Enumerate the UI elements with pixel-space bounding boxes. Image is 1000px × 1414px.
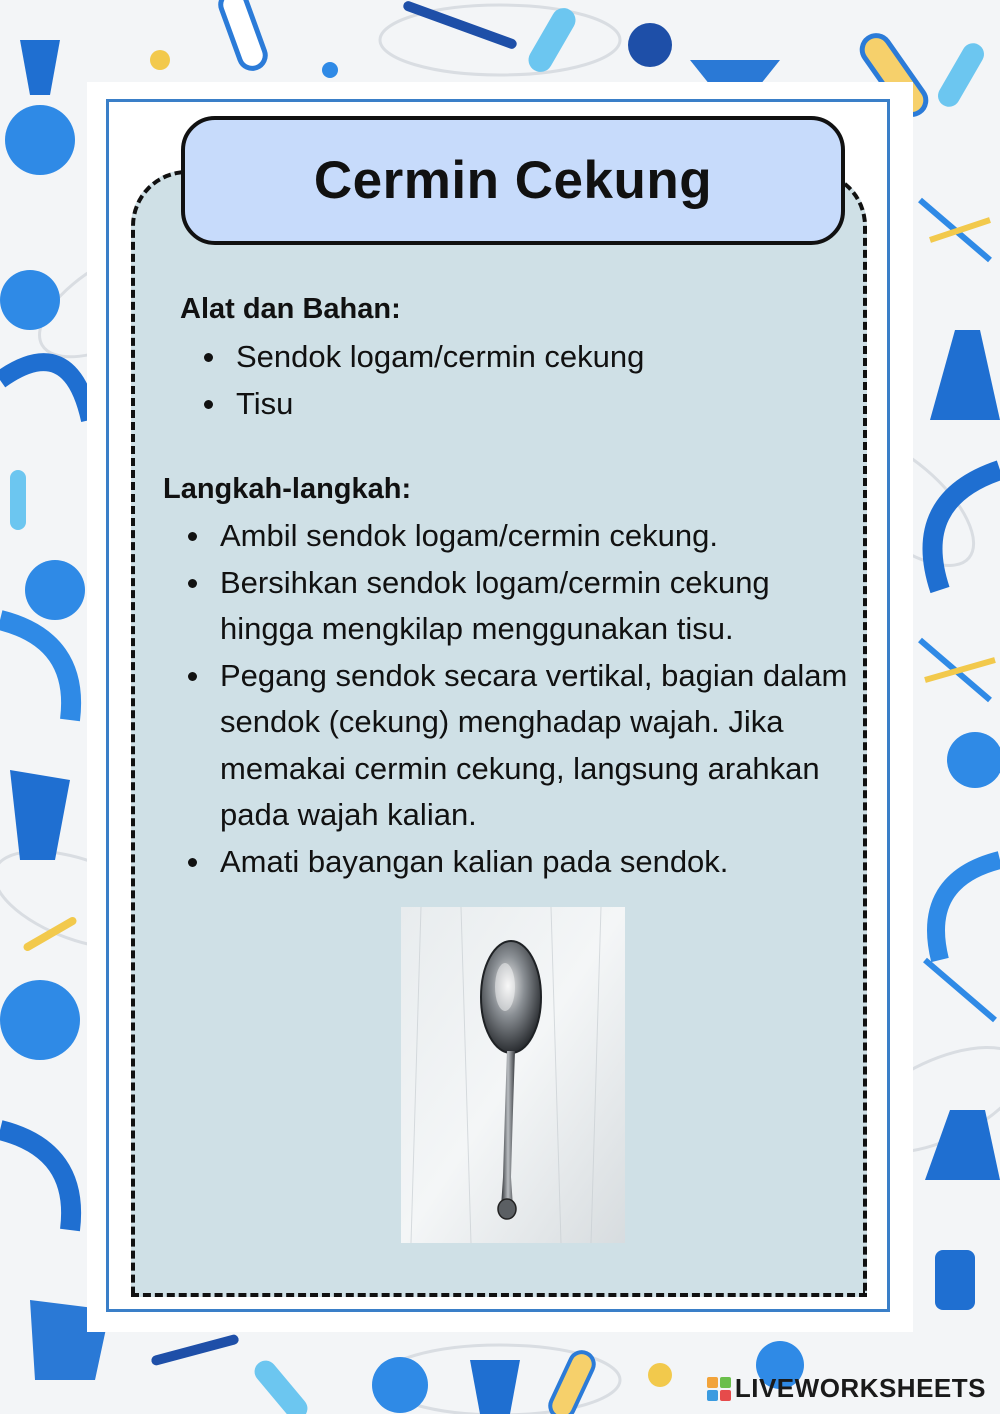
list-item: Ambil sendok logam/cermin cekung.: [162, 513, 862, 560]
list-item: Sendok logam/cermin cekung: [179, 334, 819, 381]
steps-heading: Langkah-langkah:: [163, 473, 412, 505]
list-item: Amati bayangan kalian pada sendok.: [162, 839, 862, 886]
materials-heading: Alat dan Bahan:: [180, 293, 401, 325]
list-item: Pegang sendok secara vertikal, bagian dalam sendok (cekung) menghadap wajah. Jika memakai cermin cekung, langsung arahkan pada wajah kalian.: [162, 653, 862, 839]
liveworksheets-watermark: [707, 1373, 986, 1404]
list-item: Tisu: [179, 381, 819, 428]
list-item: Bersihkan sendok logam/cermin cekung hingga mengkilap menggunakan tisu.: [162, 560, 862, 653]
spoon-image: [401, 907, 625, 1243]
title-banner: [181, 116, 845, 245]
steps-list: [162, 513, 862, 885]
watermark-text: LIVEWORKSHEETS: [734, 1373, 986, 1403]
liveworksheets-logo-icon: [707, 1377, 731, 1401]
materials-list: [179, 334, 819, 427]
page-title: Cermin Cekung: [313, 151, 713, 210]
